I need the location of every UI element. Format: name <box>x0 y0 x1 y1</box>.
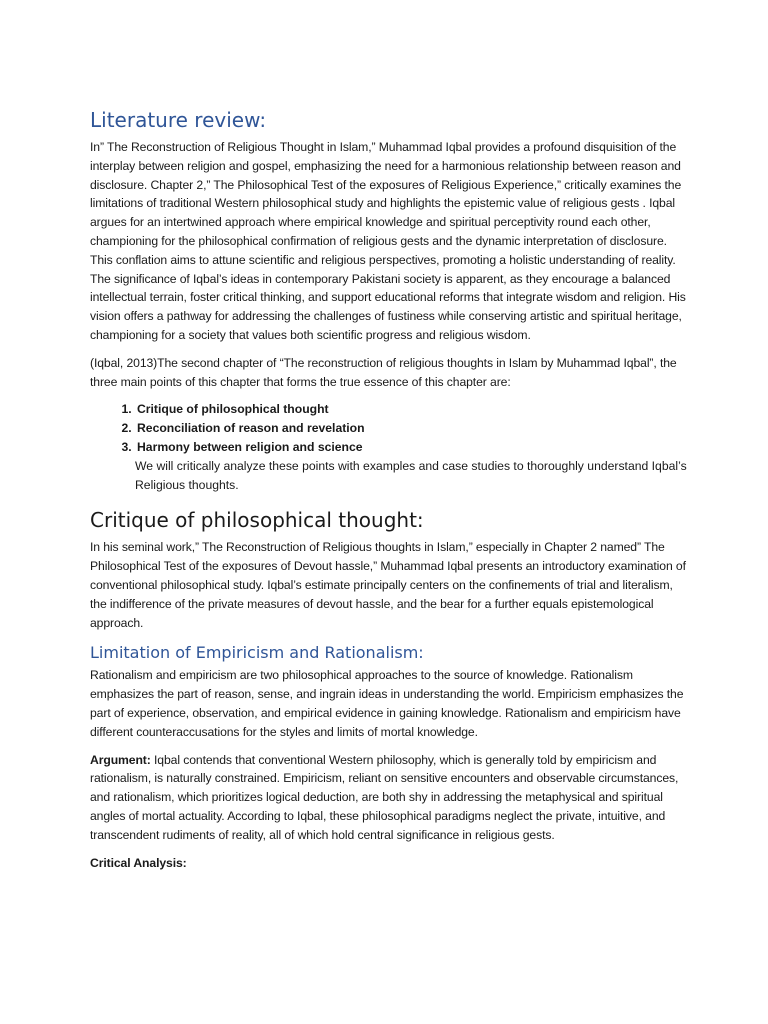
list-item: 1. Critique of philosophical thought <box>135 400 690 419</box>
critique-paragraph: In his seminal work,” The Reconstruction of Religious thoughts in Islam,” especially in Chapter 2 named” The Philosophical Test of the exposures of Devout hassle,” Muhammad Iqbal presents an introductory examination of conventional philosophical study. Iqbal’s estimate principally centers on the confinements of trial and literalism, the indifference of the private measures of devout hassle, and the bear for a further equals epistemological approach. <box>90 540 686 630</box>
limitation-paragraph: Rationalism and empiricism are two philosophical approaches to the source of knowledge. Rationalism emphasizes the part of reason, sense, and ingrain ideas in understanding the world. Empiricism emphasizes the part of experience, observation, and empirical evidence in gaining knowledge. Rationalism and empiricism have different counteraccusations for the styles and limits of mortal knowledge. <box>90 668 684 739</box>
critical-analysis-label: Critical Analysis: <box>90 855 187 870</box>
list-item: 3. Harmony between religion and science <box>135 438 690 457</box>
argument-text: Iqbal contends that conventional Western philosophy, which is generally told by empiricism and rationalism, is naturally constrained. Empiricism, reliant on sensitive encounters and observable circumstances, and rationalism, which prioritizes logical deduction, are both shy in addressing the metaphysical and spiritual angles of mortal actuality. According to Iqbal, these philosophical paradigms neglect the private, intuitive, and transcendent rudiments of reality, all of which hold central significance in religious gests. <box>90 752 679 842</box>
argument-label: Argument: <box>90 752 151 767</box>
critique-heading: Critique of philosophical thought: <box>90 508 424 533</box>
main-points-list <box>90 400 690 456</box>
argument-paragraph <box>90 751 690 845</box>
analysis-note: We will critically analyze these points with examples and case studies to thoroughly understand Iqbal’s Religious thoughts. <box>135 458 687 492</box>
chapter-intro-paragraph: (Iqbal, 2013)The second chapter of “The reconstruction of religious thoughts in Islam by Muhammad Iqbal”, the three main points of this chapter that forms the true essence of this chapter are: <box>90 355 677 389</box>
limitation-heading: Limitation of Empiricism and Rationalism: <box>90 643 424 663</box>
document-page <box>90 106 690 881</box>
list-item: 2. Reconciliation of reason and revelation <box>135 419 690 438</box>
literature-review-paragraph: In” The Reconstruction of Religious Thought in Islam,” Muhammad Iqbal provides a profound disquisition of the interplay between religion and gospel, emphasizing the need for a harmonious relationship between reason and disclosure. Chapter 2,” The Philosophical Test of the exposures of Religious Experience,” critically examines the limitations of traditional Western philosophical study and highlights the epistemic value of religious gests . Iqbal argues for an intertwined approach where empirical knowledge and spiritual perceptivity round each other, championing for the philosophical confirmation of religious gests and the dynamic interpretation of disclosure. This conflation aims to attune scientific and religious perspectives, promoting a holistic understanding of reality. The significance of Iqbal’s ideas in contemporary Pakistani society is apparent, as they encourage a balanced intellectual terrain, foster critical thinking, and support educational reforms that integrate wisdom and religion. His vision offers a pathway for addressing the challenges of fustiness while conserving artistic and spiritual heritage, championing for a society that values both scientific progress and religious wisdom. <box>90 140 686 342</box>
literature-review-heading: Literature review: <box>90 108 267 132</box>
